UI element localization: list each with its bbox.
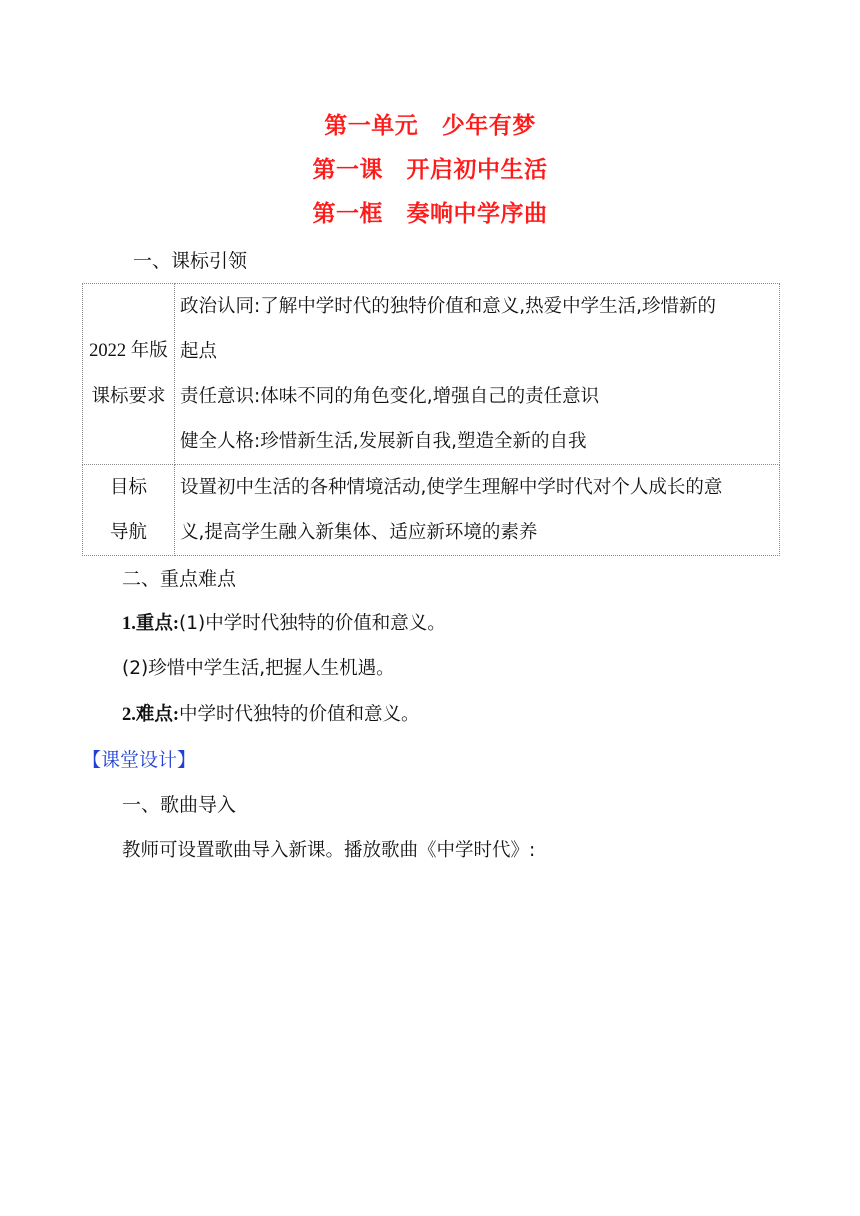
- song-intro-text: 教师可设置歌曲导入新课。播放歌曲《中学时代》:: [122, 840, 536, 861]
- key-point-label: 1.重点:: [122, 614, 180, 634]
- section1-heading: 一、课标引领: [133, 250, 248, 272]
- row2-content-line: 设置初中生活的各种情境活动,使学生理解中学时代对个人成长的意: [180, 477, 723, 498]
- row1-content-line: 责任意识:体味不同的角色变化,增强自己的责任意识: [180, 386, 600, 407]
- row1-label-line: 课标要求: [91, 386, 166, 407]
- table-row: [83, 284, 780, 465]
- section2-heading: 二、重点难点: [122, 568, 237, 590]
- row1-content-cell: [175, 284, 780, 465]
- song-intro-heading: 一、歌曲导入: [122, 794, 237, 816]
- unit-title: 第一单元 少年有梦: [324, 113, 536, 139]
- difficulty-label: 2.难点:: [122, 705, 180, 725]
- class-design-label: 【课堂设计】: [82, 749, 197, 771]
- key-point-2-paragraph: [122, 655, 395, 683]
- row2-content-line: 义,提高学生融入新集体、适应新环境的素养: [180, 522, 538, 543]
- key-point-paragraph: [122, 610, 446, 638]
- row2-content-cell: [175, 465, 780, 556]
- row2-label-line: 导航: [109, 522, 147, 543]
- difficulty-text: 中学时代独特的价值和意义。: [179, 704, 420, 725]
- key-point-2: (2)珍惜中学生活,把握人生机遇。: [122, 658, 395, 679]
- row1-label-line: 2022 年版: [89, 341, 168, 361]
- row1-content-line: 健全人格:珍惜新生活,发展新自我,塑造全新的自我: [180, 431, 587, 452]
- row1-content-line: 起点: [180, 341, 218, 362]
- row2-label-line: 目标: [109, 477, 147, 498]
- difficulty-paragraph: [122, 701, 420, 729]
- row1-label-cell: [83, 284, 175, 465]
- lesson-title: 第一课 开启初中生活: [312, 157, 548, 183]
- standards-table: [82, 283, 780, 556]
- table-row: [83, 465, 780, 556]
- title-block: [0, 104, 860, 236]
- section-title: 第一框 奏响中学序曲: [312, 201, 548, 227]
- row1-content-line: 政治认同:了解中学时代的独特价值和意义,热爱中学生活,珍惜新的: [180, 296, 716, 317]
- key-point-1: (1)中学时代独特的价值和意义。: [179, 613, 446, 634]
- row2-label-cell: [83, 465, 175, 556]
